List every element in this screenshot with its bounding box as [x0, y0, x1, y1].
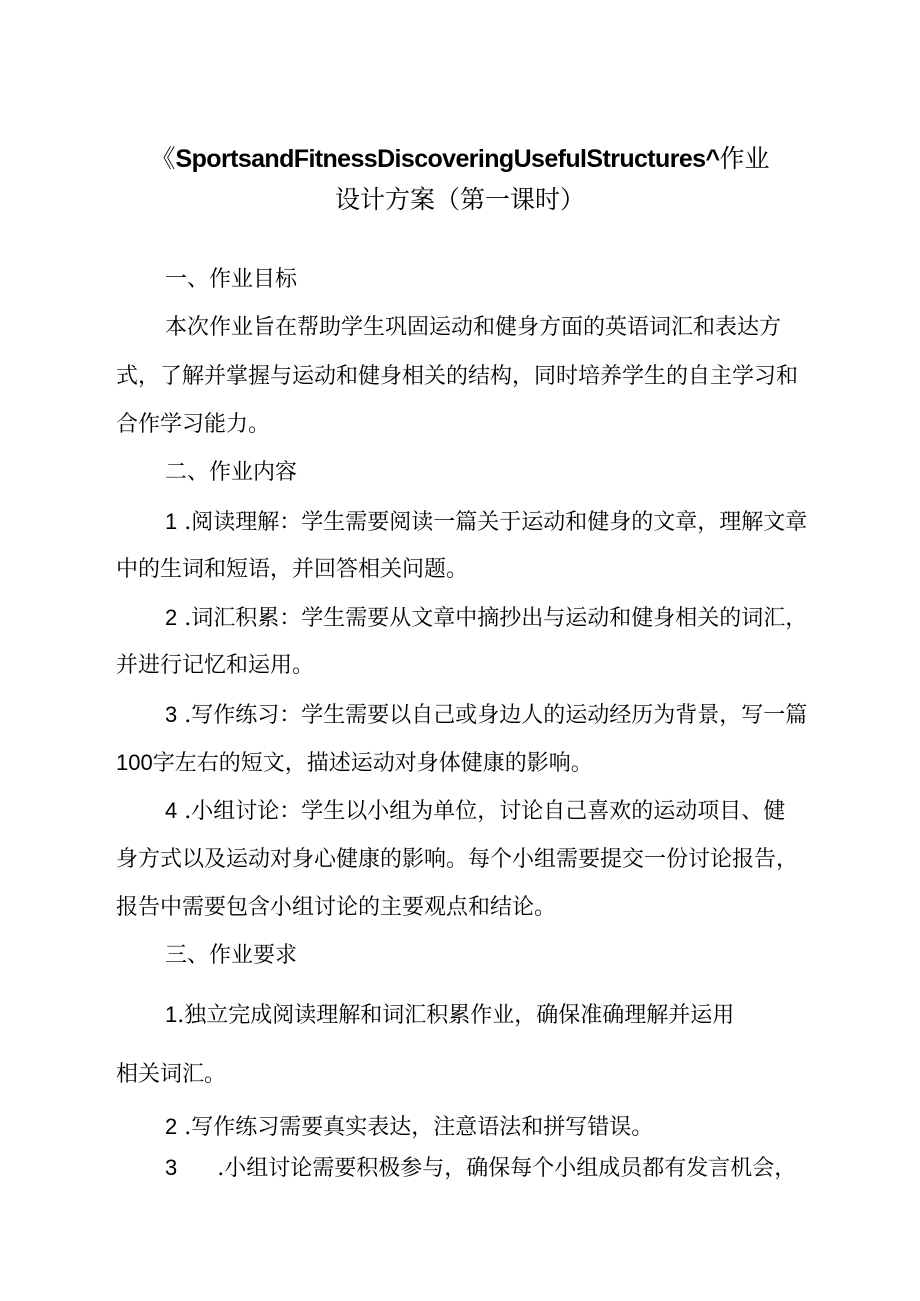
content-item-1-cont: 中的生词和短语，并回答相关问题。 [116, 557, 469, 582]
content-item-4-cont-1: 身方式以及运动对身心健康的影响。每个小组需要提交一份讨论报告， [116, 847, 799, 872]
content-item-3-cont [116, 748, 593, 779]
section1-line-2: 式，了解并掌握与运动和健身相关的结构，同时培养学生的自主学习和 [116, 364, 799, 389]
content-item-2 [165, 603, 807, 634]
item-number: 3 [165, 702, 178, 727]
requirement-item-3 [165, 1153, 796, 1184]
content-item-2-cont: 并进行记忆和运用。 [116, 653, 315, 678]
content-item-3 [165, 700, 807, 731]
item-text: .小组讨论：学生以小组为单位，讨论自己喜欢的运动项目、健 [184, 799, 786, 824]
item-text: .写作练习需要真实表达，注意语法和拼写错误。 [184, 1115, 654, 1140]
title-open-mark: 《 [150, 144, 176, 173]
document-subtitle: 设计方案（第一课时） [334, 185, 585, 214]
content-item-4 [165, 796, 785, 827]
item-number-inline: 100 [116, 750, 153, 775]
document-title [0, 143, 920, 175]
title-latin: SportsandFitnessDiscoveringUsefulStructures [175, 145, 706, 173]
section1-line-3: 合作学习能力。 [116, 412, 271, 437]
item-text: .阅读理解：学生需要阅读一篇关于运动和健身的文章，理解文章 [184, 510, 808, 535]
item-number: 2 [165, 1114, 178, 1139]
section-heading-1: 一、作业目标 [165, 267, 298, 292]
content-item-4-cont-2: 报告中需要包含小组讨论的主要观点和结论。 [116, 895, 557, 920]
requirement-item-1-cont: 相关词汇。 [116, 1062, 227, 1087]
item-text: .独立完成阅读理解和词汇积累作业，确保准确理解并运用 [177, 1003, 735, 1028]
title-close-mark: ^ [705, 145, 720, 173]
requirement-item-1 [165, 1000, 734, 1031]
item-text: .写作练习：学生需要以自己或身边人的运动经历为背景，写一篇 [184, 703, 808, 728]
item-number: 1 [165, 1002, 178, 1027]
item-text: .小组讨论需要积极参与，确保每个小组成员都有发言机会， [217, 1156, 797, 1181]
section1-line-1: 本次作业旨在帮助学生巩固运动和健身方面的英语词汇和表达方 [165, 315, 782, 340]
item-text: .词汇积累：学生需要从文章中摘抄出与运动和健身相关的词汇， [184, 606, 808, 631]
item-text: 字左右的短文，描述运动对身体健康的影响。 [152, 751, 593, 776]
item-number: 2 [165, 605, 178, 630]
item-number: 1 [165, 509, 178, 534]
item-number: 4 [165, 798, 178, 823]
title-cn: 作业 [719, 144, 770, 173]
requirement-item-2 [165, 1112, 653, 1143]
section-heading-3: 三、作业要求 [165, 943, 298, 968]
content-item-1 [165, 507, 807, 538]
item-number: 3 [165, 1155, 178, 1180]
section-heading-2: 二、作业内容 [165, 460, 298, 485]
